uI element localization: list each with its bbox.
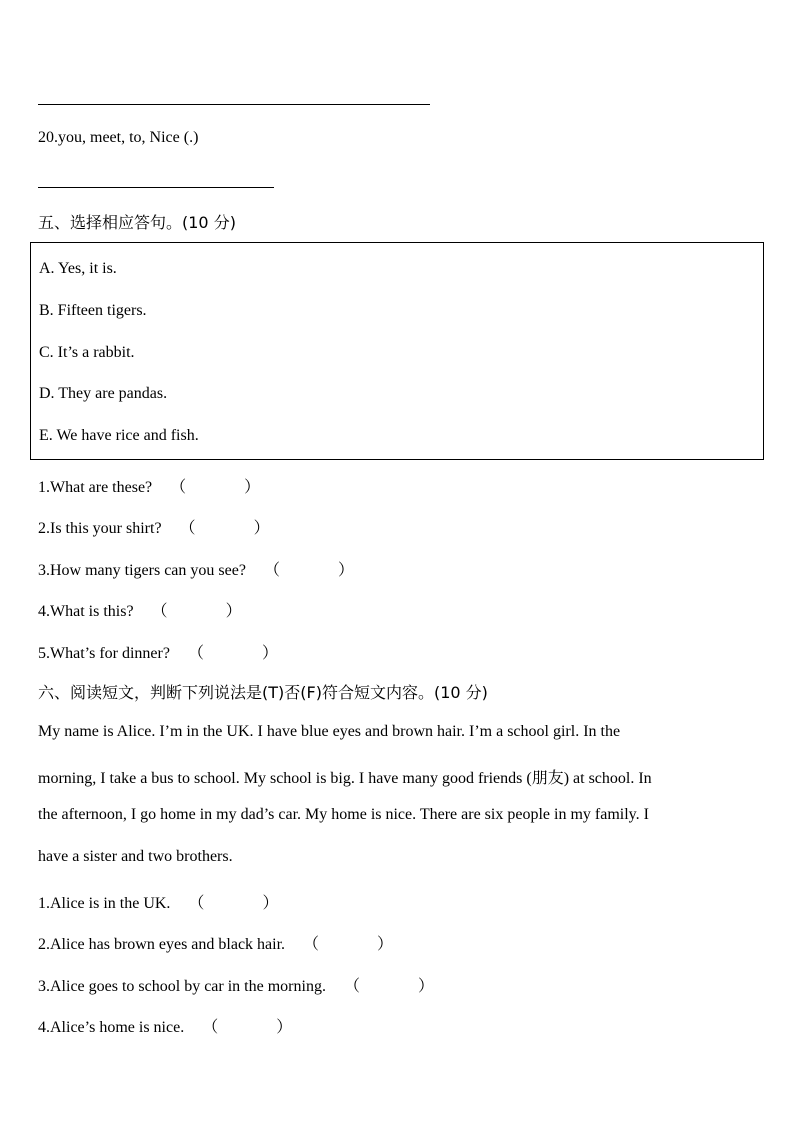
statement-text: 4.Alice’s home is nice. [38, 1019, 185, 1036]
statement-4 [38, 1014, 292, 1037]
passage-line-1: My name is Alice. I’m in the UK. I have blue eyes and brown hair. I’m a school girl. In the [38, 723, 621, 740]
section6-title: 六、阅读短文，判断下列说法是(T)否(F)符合短文内容。(10 分) [38, 683, 488, 702]
passage-line-4: have a sister and two brothers. [38, 848, 233, 865]
question-text: 2.Is this your shirt? [38, 520, 162, 537]
statement-text: 1.Alice is in the UK. [38, 895, 171, 912]
statement-text: 3.Alice goes to school by car in the morning. [38, 978, 326, 995]
answer-blank[interactable]: （ ） [179, 520, 270, 537]
answer-line-20 [38, 187, 274, 188]
question-2 [38, 515, 270, 538]
option-d: D. They are pandas. [39, 385, 168, 402]
option-c: C. It’s a rabbit. [39, 344, 135, 361]
statement-3 [38, 973, 434, 996]
section5-title: 五、选择相应答句。(10 分) [38, 213, 236, 232]
statement-2 [38, 931, 393, 954]
question-4 [38, 598, 242, 621]
answer-blank[interactable]: （ ） [170, 479, 261, 496]
question-1 [38, 474, 260, 497]
question-text: 5.What’s for dinner? [38, 645, 170, 662]
answer-blank[interactable]: （ ） [151, 603, 242, 620]
question-text: 4.What is this? [38, 603, 134, 620]
answer-blank[interactable]: （ ） [202, 1019, 293, 1036]
question-3 [38, 557, 354, 580]
passage-line-2: morning, I take a bus to school. My school is big. I have many good friends (朋友) at school. In [38, 770, 652, 787]
answer-line-19 [38, 104, 430, 105]
answer-blank[interactable]: （ ） [263, 562, 354, 579]
answer-blank[interactable]: （ ） [187, 645, 278, 662]
reorder-item-20: 20.you, meet, to, Nice (.) [38, 129, 199, 146]
option-b: B. Fifteen tigers. [39, 302, 147, 319]
answer-options-box [30, 242, 764, 460]
answer-blank[interactable]: （ ） [303, 936, 394, 953]
question-5 [38, 640, 278, 663]
question-text: 3.How many tigers can you see? [38, 562, 246, 579]
answer-blank[interactable]: （ ） [188, 895, 279, 912]
option-a: A. Yes, it is. [39, 260, 117, 277]
statement-1 [38, 890, 278, 913]
question-text: 1.What are these? [38, 479, 153, 496]
answer-blank[interactable]: （ ） [343, 978, 434, 995]
passage-line-3: the afternoon, I go home in my dad’s car. My home is nice. There are six people in my family. I [38, 806, 649, 823]
statement-text: 2.Alice has brown eyes and black hair. [38, 936, 286, 953]
option-e: E. We have rice and fish. [39, 427, 199, 444]
